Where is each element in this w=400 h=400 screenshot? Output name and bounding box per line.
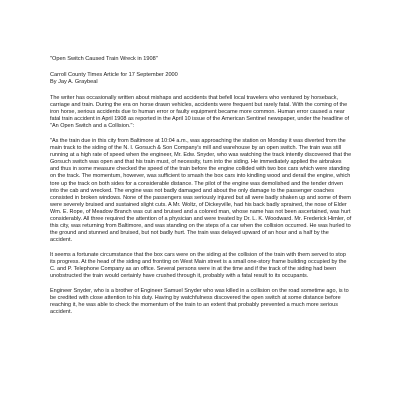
paragraph-siding: It seems a fortunate circumstance that the box cars were on the siding at the collision of the train with them served to stop its progress. At the head of the siding and fronting on West Main street is a small one-story frame building occupied by the C. and P. Telephone Company as an office. Several persons were in at the time and if the track of the siding had been unobstructed the train would certainly have crushed through it, probably with a fatal result to its occupants. xyxy=(50,251,347,280)
byline-block xyxy=(50,72,352,86)
source-line: Carroll County Times Article for 17 September 2000 xyxy=(50,72,178,78)
author-line: By Jay A. Graybeal xyxy=(50,79,98,85)
article-title: "Open Switch Caused Train Wreck in 1908" xyxy=(50,56,158,62)
paragraph-intro: The writer has occasionally written about mishaps and accidents that befell local travelers who ventured by horseback, carriage and train. During the era on horse drawn vehicles, accidents were frequent but rarely fatal. With the coming of the iron horse, serious accidents due to human error or faulty equipment became more common. Human error caused a near fatal train accident in April 1908 as reported in the April 10 issue of the American Sentinel newspaper, under the headline of "An Open Switch and a Collision.": xyxy=(50,95,350,130)
paragraph-engineer: Engineer Snyder, who is a brother of Engineer Samuel Snyder who was killed in a collision on the road sometime ago, is to be credited with close attention to his duty. Having by watchfulness discovered the open switch at some distance before reaching it, he was able to check the momentum of the train to an extent that probably prevented a much more serious accident. xyxy=(50,288,349,316)
paragraph-quote: "As the train due in this city from Baltimore at 10:04 a.m., was approaching the station on Monday it was diverted from the main track to the siding of the N. I. Gorsuch & Son Company's mill and warehouse by an open switch. The train was still running at a high rate of speed when the engineer, Mr. Edw. Snyder, who was watching the track intently discovered that the Gorsuch switch was open and that his train must, of necessity, turn into the siding. He immediately applied the airbrakes and thus in some measure checked the speed of the train before the engine collided with two box cars which were standing on the track. The momentum, however, was sufficient to smash the box cars into kindling wood and derail the engine, which tore up the track on both sides for a considerable distance. The pilot of the engine was demolished and the tender driven into the cab and wrecked. The engine was not badly damaged and about the only damage to the passenger coaches consisted in broken windows. None of the passengers was seriously injured but all were badly shaken up and some of them were severely bruised and sustained slight cuts. A Mr. Woltz, of Dickeyville, had his back badly sprained, the nose of Elder Wm. E. Rope, of Meadow Branch was cut and bruised and a colored man, whose name has not been ascertained, was hurt considerably. All three required the attention of a physician and were treated by Dr. L. K. Woodward. Mr. Frederick Himler, of this city, was returning from Baltimore, and was standing on the steps of a car when the collision occurred. He was hurled to the ground and stunned and bruised, but not badly hurt. The train was delayed upward of an hour and a half by the accident. xyxy=(50,138,352,243)
